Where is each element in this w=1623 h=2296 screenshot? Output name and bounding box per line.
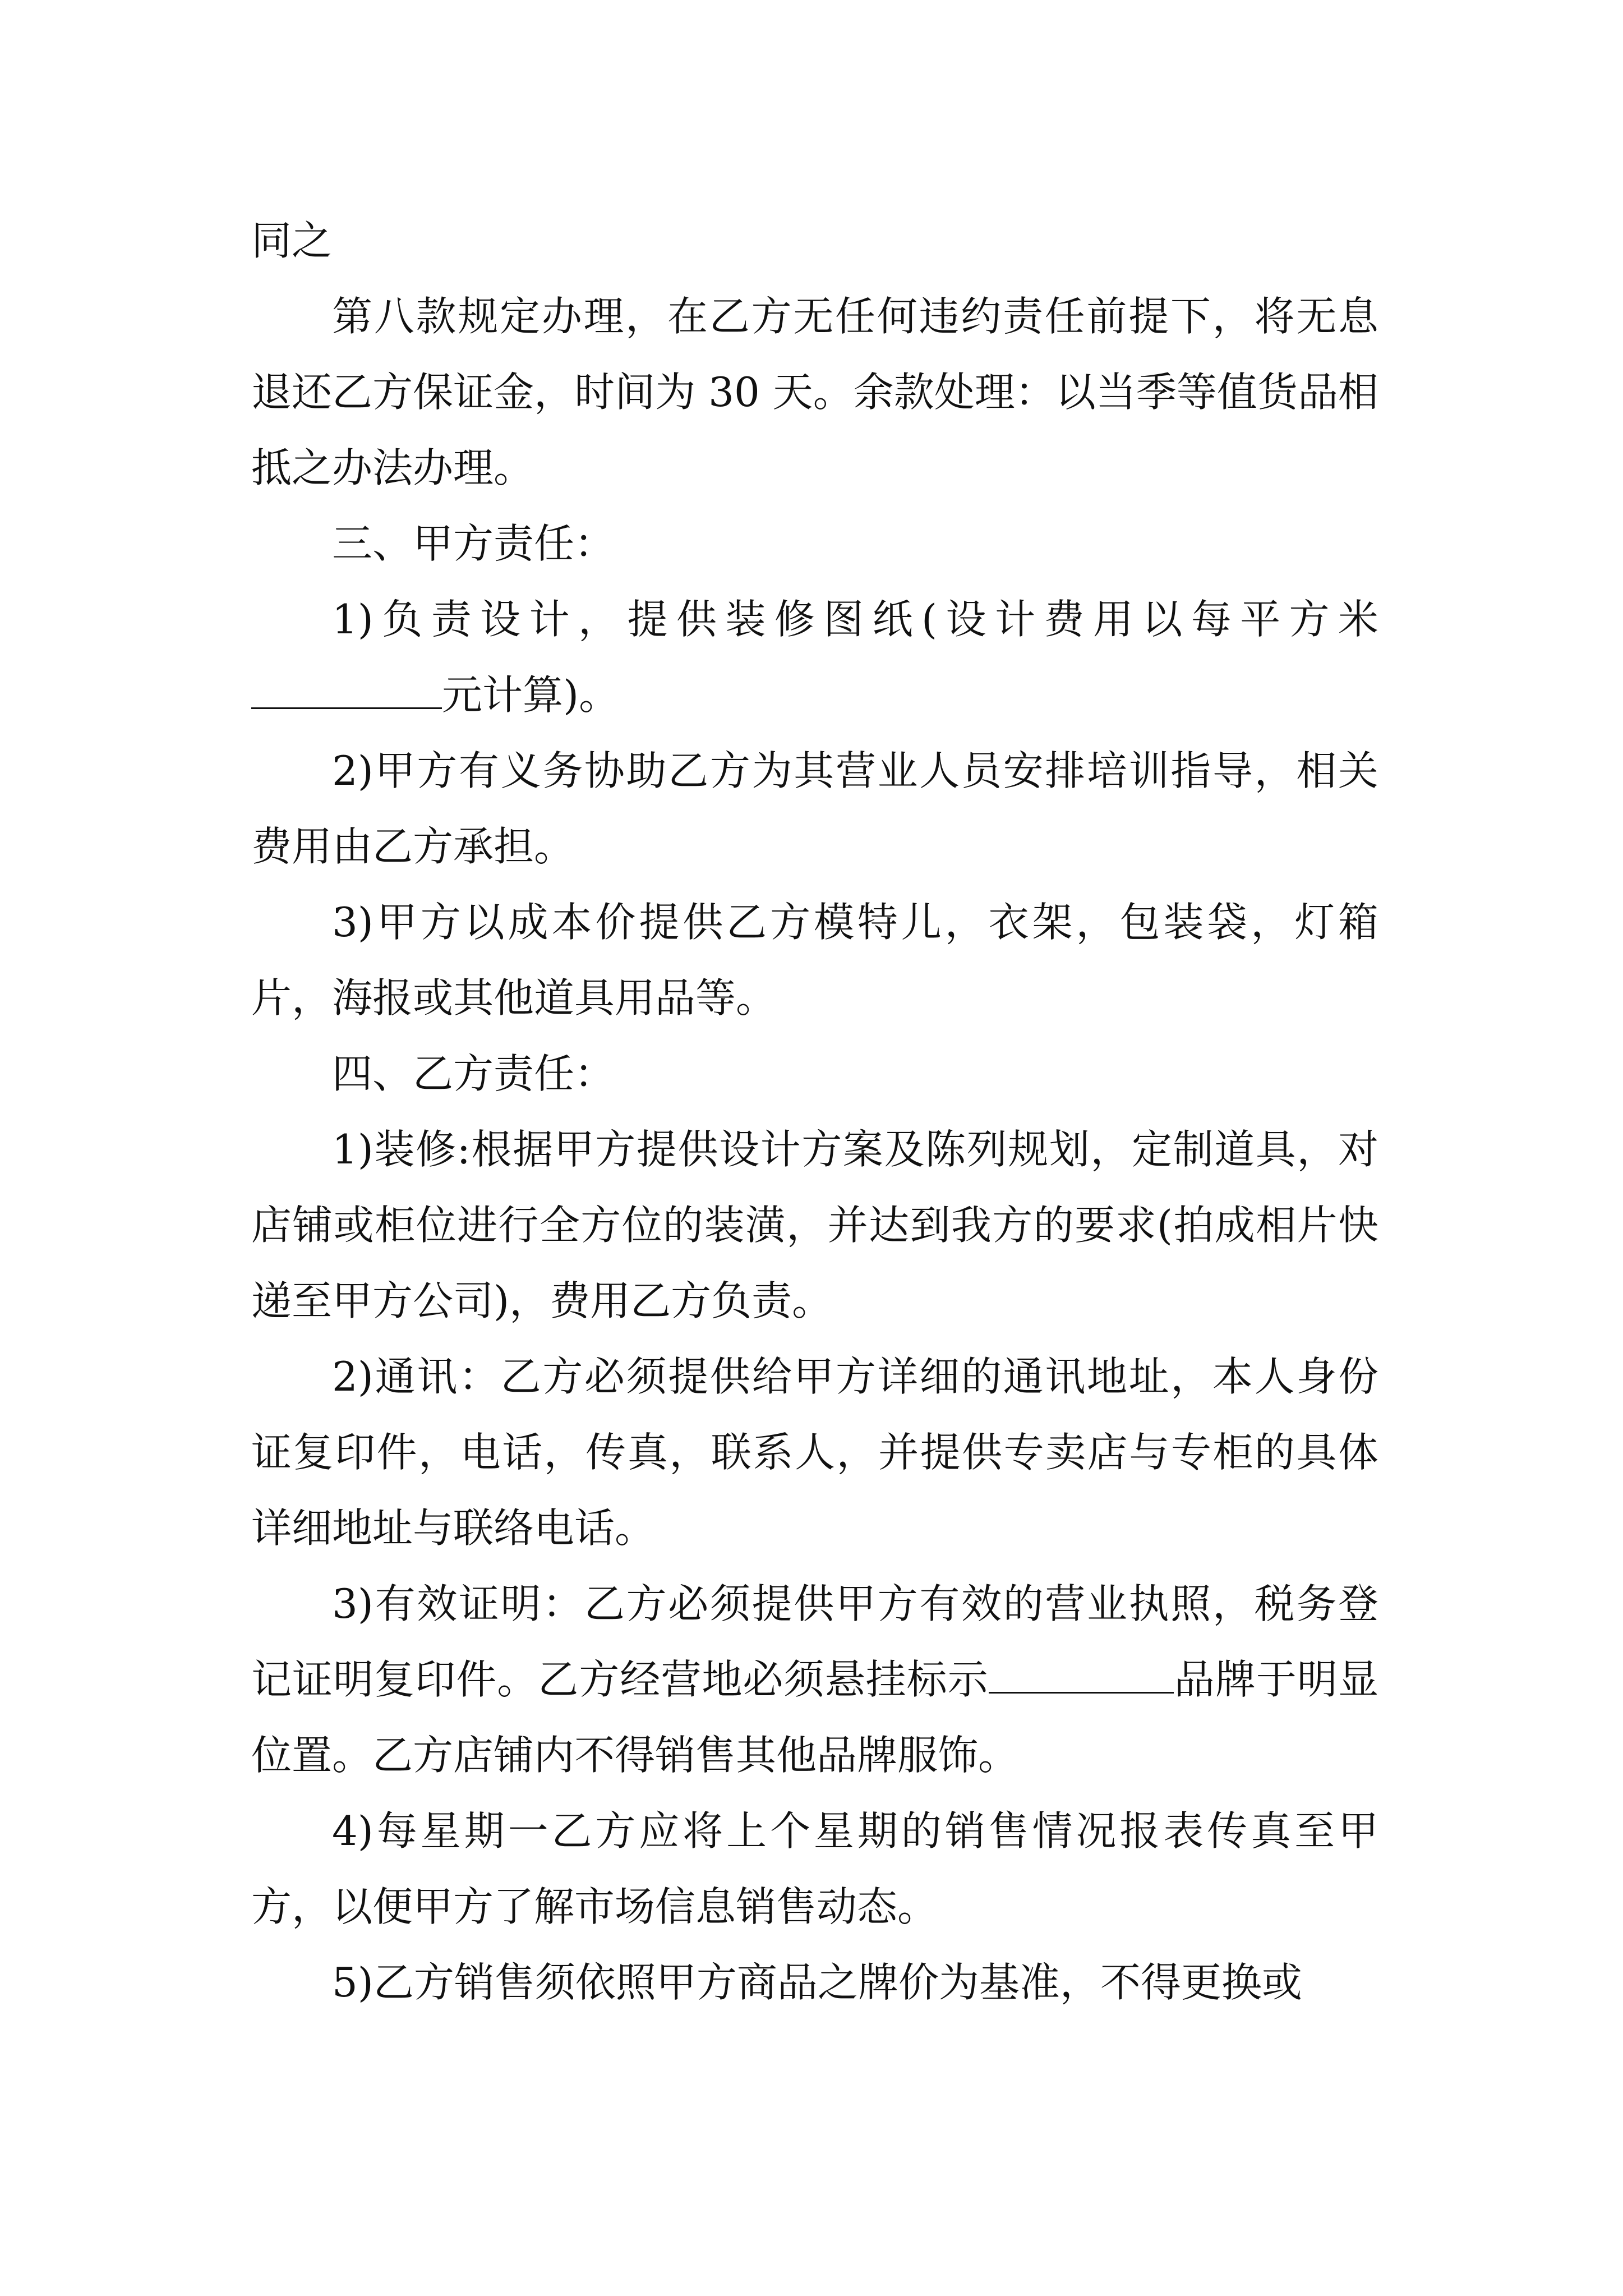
document-body [251, 203, 1378, 2021]
clause-b1: 1)装修:根据甲方提供设计方案及陈列规划，定制道具，对店铺或柜位进行全方位的装潢，并达到我方的要求(拍成相片快递至甲方公司)，费用乙方负责。 [251, 1126, 1378, 1324]
clause-a1-text: 1)负责设计，提供装修图纸(设计费用以每平方米 [332, 596, 1378, 643]
clause-a1 [251, 582, 1378, 733]
clause-a1-tail: 元计算)。 [442, 671, 620, 719]
clause-b2: 2)通讯：乙方必须提供给甲方详细的通讯地址，本人身份证复印件，电话，传真，联系人，并提供专卖店与专柜的具体详细地址与联络电话。 [251, 1353, 1378, 1552]
heading-party-a-duties: 三、甲方责任： [332, 520, 615, 567]
clause-b4: 4)每星期一乙方应将上个星期的销售情况报表传真至甲方，以便甲方了解市场信息销售动态。 [251, 1807, 1378, 1930]
paragraph-deposit-refund: 第八款规定办理，在乙方无任何违约责任前提下，将无息退还乙方保证金，时间为 30 天。余款处理：以当季等值货品相抵之办法办理。 [251, 293, 1378, 491]
clause-b3-tail: 品牌于明显位置。乙方店铺内不得销售其他品牌服饰。 [251, 1656, 1378, 1779]
heading-party-b-duties: 四、乙方责任： [332, 1050, 615, 1097]
clause-b3-text: 3)有效证明：乙方必须提供甲方有效的营业执照，税务登记证明复印件。乙方经营地必须悬挂标示 [251, 1580, 1378, 1703]
fill-blank-brand [989, 1658, 1174, 1694]
paragraph-continuation: 同之 [251, 217, 333, 264]
clause-a3: 3)甲方以成本价提供乙方模特儿，衣架，包装袋，灯箱片，海报或其他道具用品等。 [251, 899, 1378, 1022]
clause-b3 [251, 1566, 1378, 1793]
fill-blank-design-fee [251, 674, 442, 709]
clause-b5: 5)乙方销售须依照甲方商品之牌价为基准，不得更换或 [332, 1959, 1302, 2006]
clause-a2: 2)甲方有义务协助乙方为其营业人员安排培训指导，相关费用由乙方承担。 [251, 747, 1378, 870]
